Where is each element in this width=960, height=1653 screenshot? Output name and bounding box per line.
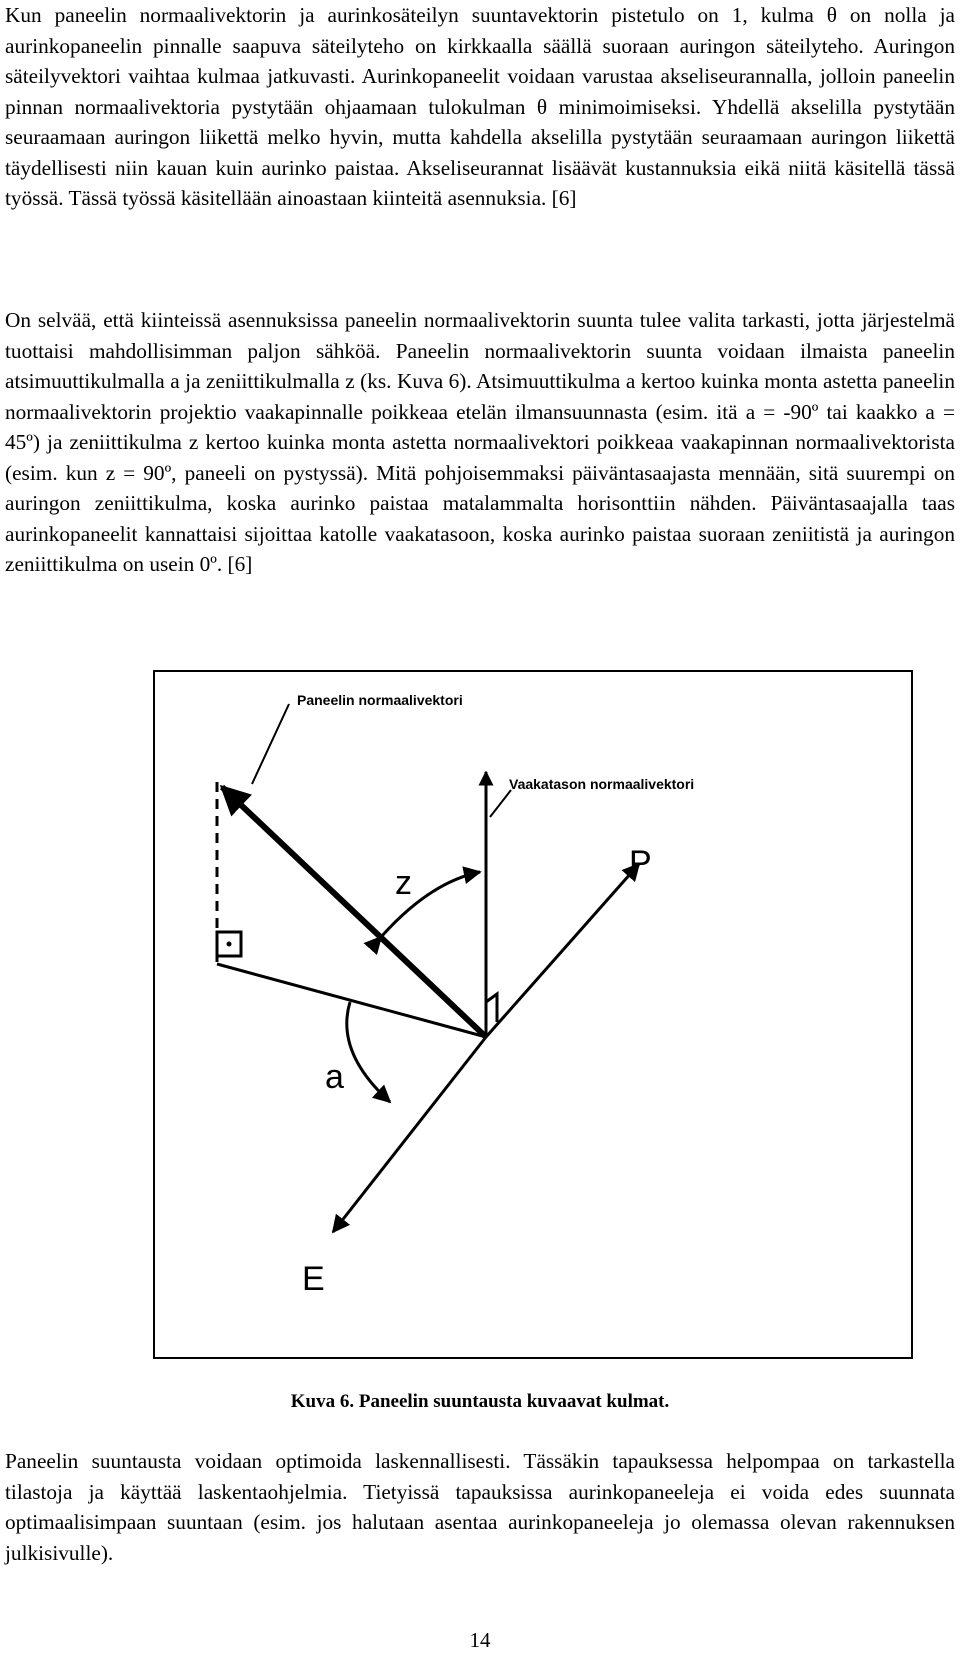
right-angle-marker-origin	[486, 994, 497, 1022]
p-direction-vector	[486, 864, 639, 1037]
page-number: 14	[469, 1628, 491, 1652]
angle-diagram	[155, 672, 911, 1357]
label-leader-horizontal-normal	[490, 790, 511, 817]
label-p-vector: P	[629, 844, 652, 882]
panel-normal-vector	[222, 787, 486, 1037]
label-panel-normal: Paneelin normaalivektori	[297, 692, 463, 708]
label-z-angle: z	[395, 864, 412, 902]
e-direction-vector	[333, 1037, 486, 1232]
label-horizontal-normal: Vaakatason normaalivektori	[509, 776, 695, 792]
paragraph-tracking: Kun paneelin normaalivektorin ja aurinkosäteilyn suuntavektorin pistetulo on 1, kulma θ on nolla ja aurinkopaneelin pinnalle saapuva säteilyteho on kirkkaalla säällä suoraan auringon säteilyteho. Auringon säteilyvektori vaihtaa kulmaa jatkuvasti. Aurinkopaneelit voidaan varustaa akseliseurannalla, jolloin paneelin pinnan normaalivektoria pystytään ohjaamaan tulokulman θ minimoimiseksi. Yhdellä akselilla pystytään seuraamaan auringon liikettä melko hyvin, mutta kahdella akselilla pystytään seuraamaan auringon liikettä täydellisesti niin kauan kuin aurinko paistaa. Akseliseurannat lisäävät kustannuksia eikä niitä käsitellä tässä työssä. Tässä työssä käsitellään ainoastaan kiinteitä asennuksia. [6]	[5, 3, 955, 210]
figure-panel-angles	[153, 670, 913, 1359]
paragraph-orientation-angles: On selvää, että kiinteissä asennuksissa paneelin normaalivektorin suunta tulee valita tarkasti, jotta järjestelmä tuottaisi mahdollisimman paljon sähköä. Paneelin normaalivektorin suunta voidaan ilmaista paneelin atsimuuttikulmalla a ja zeniittikulmalla z (ks. Kuva 6). Atsimuuttikulma a kertoo kuinka monta astetta paneelin normaalivektorin projektio vaakapinnalle poikkeaa etelän ilmansuunnasta (esim. itä a = -90º tai kaakko a = 45º) ja zeniittikulma z kertoo kuinka monta astetta normaalivektori poikkeaa vaakapinnan normaalivektorista (esim. kun z = 90º, paneeli on pystyssä). Mitä pohjoisemmaksi päiväntasaajasta mennään, sitä suurempi on auringon zeniittikulma, koska aurinko paistaa matalammalta horisonttiin nähden. Päiväntasaajalla taas aurinkopaneelit kannattaisi sijoittaa katolle vaakatasoon, koska aurinko paistaa suoraan zeniitistä ja auringon zeniittikulma on usein 0º. [6]	[5, 308, 955, 576]
label-leader-panel-normal	[252, 704, 289, 784]
label-e-vector: E	[302, 1260, 325, 1298]
label-a-angle: a	[325, 1058, 344, 1096]
figure-caption: Kuva 6. Paneelin suuntausta kuvaavat kulmat.	[290, 1391, 670, 1412]
a-angle-arc	[347, 1002, 390, 1102]
paragraph-optimization: Paneelin suuntausta voidaan optimoida laskennallisesti. Tässäkin tapauksessa helpompaa on tarkastella tilastoja ja käyttää laskentaohjelmia. Tietyissä tapauksissa aurinkopaneeleja ei voida edes suunnata optimaalisimpaan suuntaan (esim. jos halutaan asentaa aurinkopaneeleja jo olemassa olevan rakennuksen julkisivulle).	[5, 1449, 955, 1565]
